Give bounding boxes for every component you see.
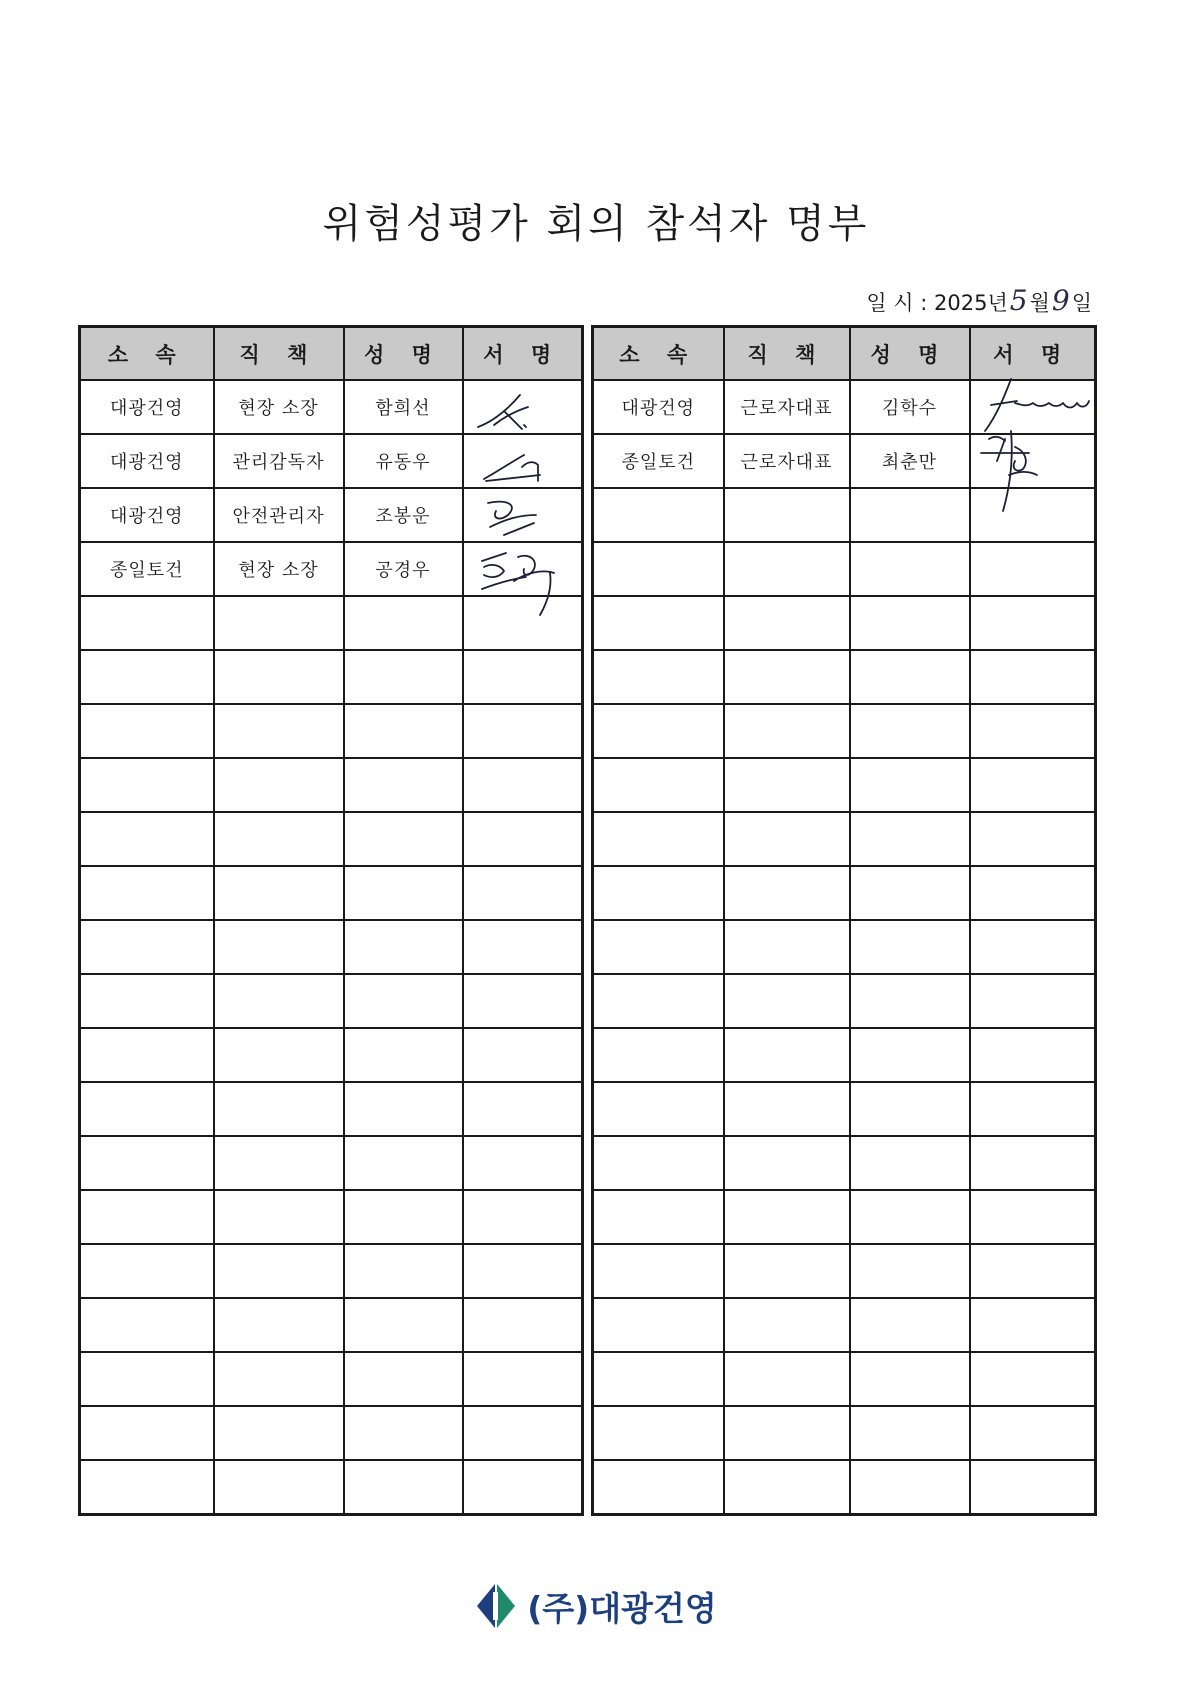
name-cell — [850, 974, 970, 1028]
name-cell — [850, 920, 970, 974]
position-cell — [724, 866, 850, 920]
table-row — [593, 542, 1096, 596]
name-cell — [850, 1082, 970, 1136]
table-row — [593, 920, 1096, 974]
table-row — [80, 758, 583, 812]
affiliation-cell — [593, 920, 724, 974]
signature-cell — [463, 920, 583, 974]
position-cell — [724, 1028, 850, 1082]
column-header: 소 속 — [80, 327, 214, 381]
name-cell — [850, 596, 970, 650]
signature-cell — [463, 1460, 583, 1515]
attendee-table-right — [591, 325, 1097, 1516]
name-cell — [344, 596, 463, 650]
table-row — [593, 1460, 1096, 1515]
name-cell — [850, 758, 970, 812]
affiliation-cell — [80, 920, 214, 974]
table-header — [80, 327, 583, 381]
position-cell — [724, 704, 850, 758]
affiliation-cell — [80, 1028, 214, 1082]
column-header: 성 명 — [850, 327, 970, 381]
signature-cell — [463, 704, 583, 758]
name-cell: 함희선 — [344, 380, 463, 434]
affiliation-cell — [593, 704, 724, 758]
name-cell — [850, 1352, 970, 1406]
signature-cell — [463, 812, 583, 866]
affiliation-cell — [593, 542, 724, 596]
position-cell — [724, 596, 850, 650]
table-row — [593, 1082, 1096, 1136]
affiliation-cell — [593, 1136, 724, 1190]
position-cell — [724, 1244, 850, 1298]
position-cell: 안전관리자 — [214, 488, 344, 542]
position-cell — [214, 1136, 344, 1190]
signature-cell — [970, 1244, 1096, 1298]
affiliation-cell: 종일토건 — [593, 434, 724, 488]
affiliation-cell: 종일토건 — [80, 542, 214, 596]
table-row — [80, 1082, 583, 1136]
signature-cell — [970, 1082, 1096, 1136]
position-cell — [724, 812, 850, 866]
signature-cell — [970, 488, 1096, 542]
affiliation-cell — [593, 1190, 724, 1244]
company-logo-icon — [475, 1582, 515, 1630]
table-row — [593, 1352, 1096, 1406]
name-cell — [344, 920, 463, 974]
affiliation-cell — [593, 596, 724, 650]
signature-cell — [463, 974, 583, 1028]
column-header: 서 명 — [970, 327, 1096, 381]
affiliation-cell — [593, 650, 724, 704]
position-cell — [724, 974, 850, 1028]
handwritten-signature — [464, 489, 582, 541]
affiliation-cell — [80, 1298, 214, 1352]
affiliation-cell — [80, 1460, 214, 1515]
signature-cell — [463, 434, 583, 488]
position-cell — [214, 1028, 344, 1082]
table-row — [593, 650, 1096, 704]
signature-cell — [970, 596, 1096, 650]
signature-cell — [463, 650, 583, 704]
meeting-date — [866, 284, 1092, 317]
signature-cell — [970, 380, 1096, 434]
position-cell — [214, 1082, 344, 1136]
table-row — [80, 380, 583, 434]
position-cell — [724, 1082, 850, 1136]
position-cell: 관리감독자 — [214, 434, 344, 488]
position-cell — [724, 650, 850, 704]
position-cell — [214, 1406, 344, 1460]
table-row — [80, 542, 583, 596]
column-header: 소 속 — [593, 327, 724, 381]
position-cell — [724, 758, 850, 812]
table-row — [80, 1298, 583, 1352]
table-row — [593, 380, 1096, 434]
position-cell: 근로자대표 — [724, 380, 850, 434]
table-row — [80, 1028, 583, 1082]
position-cell — [724, 488, 850, 542]
signature-cell — [970, 1406, 1096, 1460]
position-cell — [214, 1298, 344, 1352]
affiliation-cell — [593, 812, 724, 866]
signature-cell — [970, 812, 1096, 866]
table-row — [593, 1244, 1096, 1298]
name-cell — [850, 1406, 970, 1460]
signature-cell — [463, 1406, 583, 1460]
table-row — [80, 1460, 583, 1515]
affiliation-cell — [80, 1136, 214, 1190]
date-month: 5 — [1009, 284, 1028, 317]
name-cell — [344, 1352, 463, 1406]
column-header: 직 책 — [724, 327, 850, 381]
name-cell — [344, 758, 463, 812]
affiliation-cell — [593, 1460, 724, 1515]
date-month-label: 월 — [1029, 291, 1050, 315]
table-row — [593, 1028, 1096, 1082]
signature-cell — [970, 866, 1096, 920]
position-cell — [214, 1190, 344, 1244]
position-cell — [214, 650, 344, 704]
signature-cell — [463, 866, 583, 920]
name-cell — [344, 650, 463, 704]
name-cell — [344, 1082, 463, 1136]
affiliation-cell — [80, 974, 214, 1028]
signature-cell — [463, 380, 583, 434]
affiliation-cell: 대광건영 — [80, 488, 214, 542]
table-row — [593, 488, 1096, 542]
signature-cell — [970, 758, 1096, 812]
table-row — [80, 1406, 583, 1460]
name-cell — [344, 1406, 463, 1460]
name-cell — [344, 1190, 463, 1244]
affiliation-cell — [593, 758, 724, 812]
signature-cell — [970, 1460, 1096, 1515]
affiliation-cell — [80, 650, 214, 704]
position-cell — [724, 1406, 850, 1460]
table-row — [80, 866, 583, 920]
affiliation-cell — [80, 1190, 214, 1244]
signature-cell — [970, 1136, 1096, 1190]
position-cell — [214, 758, 344, 812]
position-cell — [214, 704, 344, 758]
table-row — [80, 812, 583, 866]
signature-cell — [970, 974, 1096, 1028]
table-row — [593, 704, 1096, 758]
signature-cell — [463, 1352, 583, 1406]
name-cell — [850, 1190, 970, 1244]
affiliation-cell — [80, 1082, 214, 1136]
signature-cell — [463, 1190, 583, 1244]
affiliation-cell — [80, 812, 214, 866]
position-cell — [214, 866, 344, 920]
affiliation-cell — [593, 866, 724, 920]
affiliation-cell — [80, 704, 214, 758]
name-cell — [344, 1244, 463, 1298]
date-day: 9 — [1051, 284, 1070, 317]
affiliation-cell — [593, 974, 724, 1028]
signature-cell — [970, 1190, 1096, 1244]
name-cell: 조봉운 — [344, 488, 463, 542]
table-row — [80, 1190, 583, 1244]
table-row — [593, 434, 1096, 488]
position-cell — [214, 596, 344, 650]
name-cell: 공경우 — [344, 542, 463, 596]
table-row — [593, 812, 1096, 866]
affiliation-cell — [593, 1298, 724, 1352]
position-cell — [724, 1352, 850, 1406]
position-cell — [724, 1190, 850, 1244]
position-cell — [724, 1136, 850, 1190]
table-row — [593, 974, 1096, 1028]
table-row — [80, 434, 583, 488]
affiliation-cell: 대광건영 — [593, 380, 724, 434]
affiliation-cell — [80, 758, 214, 812]
name-cell — [850, 812, 970, 866]
name-cell: 김학수 — [850, 380, 970, 434]
table-row — [593, 1406, 1096, 1460]
affiliation-cell — [80, 1352, 214, 1406]
name-cell — [850, 488, 970, 542]
affiliation-cell — [80, 1244, 214, 1298]
affiliation-cell: 대광건영 — [80, 434, 214, 488]
name-cell — [344, 704, 463, 758]
name-cell — [344, 974, 463, 1028]
table-row — [593, 596, 1096, 650]
table-row — [80, 974, 583, 1028]
name-cell — [850, 866, 970, 920]
affiliation-cell — [80, 866, 214, 920]
table-row — [593, 1190, 1096, 1244]
position-cell — [724, 542, 850, 596]
signature-cell — [970, 1298, 1096, 1352]
table-header — [593, 327, 1096, 381]
column-header: 직 책 — [214, 327, 344, 381]
affiliation-cell — [593, 1082, 724, 1136]
position-cell — [214, 1352, 344, 1406]
signature-cell — [970, 704, 1096, 758]
name-cell — [850, 650, 970, 704]
table-row — [593, 1136, 1096, 1190]
signature-cell — [463, 542, 583, 596]
position-cell — [724, 1298, 850, 1352]
affiliation-cell — [80, 596, 214, 650]
signature-cell — [463, 1136, 583, 1190]
name-cell — [850, 1298, 970, 1352]
signature-cell — [970, 1028, 1096, 1082]
handwritten-signature — [464, 381, 582, 433]
signature-cell — [970, 542, 1096, 596]
signature-cell — [970, 434, 1096, 488]
name-cell — [344, 1298, 463, 1352]
affiliation-cell: 대광건영 — [80, 380, 214, 434]
name-cell — [850, 542, 970, 596]
name-cell — [344, 1460, 463, 1515]
handwritten-signature — [971, 381, 1095, 433]
affiliation-cell — [80, 1406, 214, 1460]
footer-logo — [0, 1582, 1192, 1630]
name-cell — [850, 1244, 970, 1298]
table-row — [80, 1352, 583, 1406]
handwritten-signature — [464, 435, 582, 487]
table-row — [80, 650, 583, 704]
signature-cell — [463, 488, 583, 542]
affiliation-cell — [593, 1406, 724, 1460]
position-cell: 현장 소장 — [214, 380, 344, 434]
column-header: 성 명 — [344, 327, 463, 381]
table-row — [80, 920, 583, 974]
table-row — [593, 866, 1096, 920]
table-row — [80, 1244, 583, 1298]
name-cell — [344, 1136, 463, 1190]
position-cell — [214, 812, 344, 866]
table-row — [80, 596, 583, 650]
name-cell — [344, 1028, 463, 1082]
page-title: 위험성평가 회의 참석자 명부 — [322, 201, 870, 247]
handwritten-signature — [971, 435, 1095, 487]
handwritten-signature — [464, 543, 582, 595]
position-cell: 근로자대표 — [724, 434, 850, 488]
table-row — [80, 704, 583, 758]
company-name: (주)대광건영 — [527, 1588, 717, 1628]
name-cell: 유동우 — [344, 434, 463, 488]
affiliation-cell — [593, 488, 724, 542]
signature-cell — [463, 1082, 583, 1136]
name-cell — [344, 866, 463, 920]
attendee-table-left — [78, 325, 584, 1516]
name-cell — [850, 1460, 970, 1515]
affiliation-cell — [593, 1028, 724, 1082]
affiliation-cell — [593, 1244, 724, 1298]
position-cell — [214, 974, 344, 1028]
signature-cell — [970, 650, 1096, 704]
table-row — [593, 1298, 1096, 1352]
table-row — [80, 1136, 583, 1190]
name-cell: 최춘만 — [850, 434, 970, 488]
position-cell — [214, 1244, 344, 1298]
position-cell — [724, 920, 850, 974]
signature-cell — [463, 758, 583, 812]
position-cell: 현장 소장 — [214, 542, 344, 596]
position-cell — [724, 1460, 850, 1515]
name-cell — [850, 1136, 970, 1190]
column-header: 서 명 — [463, 327, 583, 381]
signature-cell — [970, 920, 1096, 974]
name-cell — [344, 812, 463, 866]
name-cell — [850, 704, 970, 758]
signature-cell — [463, 1028, 583, 1082]
table-row — [593, 758, 1096, 812]
date-day-label: 일 — [1071, 291, 1092, 315]
signature-cell — [463, 596, 583, 650]
signature-cell — [463, 1244, 583, 1298]
table-row — [80, 488, 583, 542]
position-cell — [214, 920, 344, 974]
date-prefix: 일 시 : 2025년 — [866, 291, 1008, 315]
signature-cell — [970, 1352, 1096, 1406]
position-cell — [214, 1460, 344, 1515]
signature-cell — [463, 1298, 583, 1352]
name-cell — [850, 1028, 970, 1082]
affiliation-cell — [593, 1352, 724, 1406]
